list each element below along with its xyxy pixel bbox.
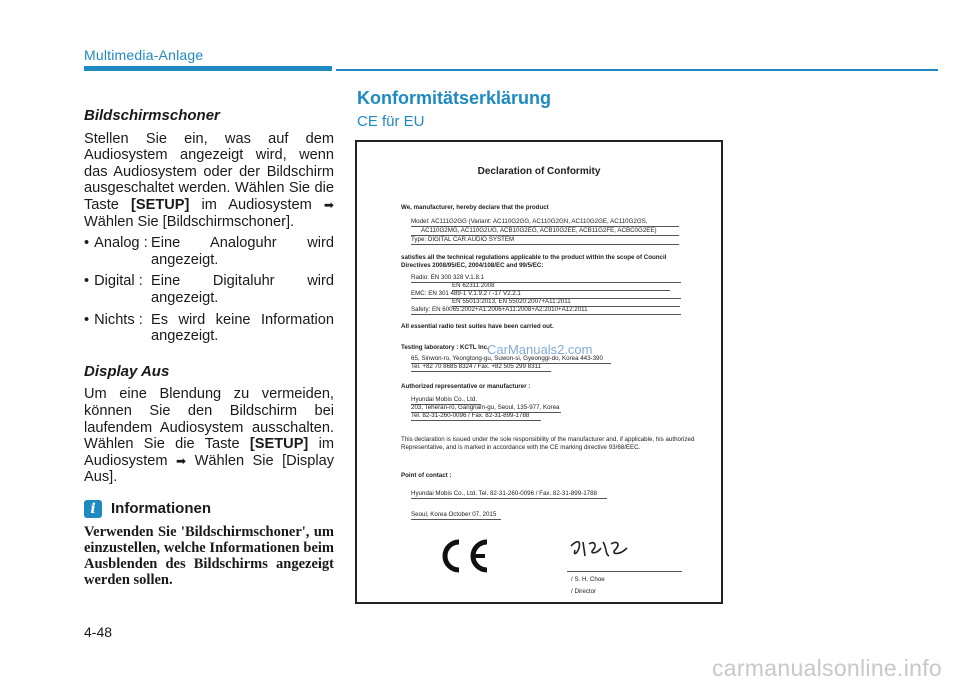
display-off-text-b: im Audiosystem — [84, 436, 334, 469]
screensaver-intro-b: im Audiosystem — [201, 196, 312, 213]
doc-radio: Radio: EN 300 328 V.1.8.1 — [411, 274, 485, 281]
signature-icon — [567, 534, 631, 562]
doc-lab-tel: Tel. +82 70 8685 8324 / Fax. +82 505 299 8311 — [411, 363, 541, 370]
setup-key-label: [SETUP] — [131, 196, 190, 213]
setup-key-label: [SETUP] — [249, 436, 309, 453]
option-desc: Eine Analoguhr wird angezeigt. — [151, 235, 334, 268]
declaration-document-image — [355, 140, 723, 604]
doc-lab: Testing laboratory : KCTL Inc. — [401, 344, 489, 351]
doc-model-line-2: AC110G2MG, AC110G2UG, ACB10G2EG, ACB10G2EE, ACB11G2FE, ACBC0G2EE) — [421, 227, 657, 234]
doc-rep-name: Hyundai Mobis Co., Ltd. — [411, 396, 478, 403]
display-off-text-c: Wählen Sie [Display Aus]. — [84, 452, 335, 486]
option-term: • Nichts : — [84, 312, 151, 345]
doc-manufacturer: We, manufacturer, hereby declare that the product — [401, 204, 549, 211]
doc-contact-line: Hyundai Mobis Co., Ltd. Tel. 82-31-260-0096 / Fax. 82-31-899-1788 — [411, 490, 597, 497]
list-item — [84, 235, 334, 268]
left-column — [84, 108, 334, 588]
arrow-right-icon: ➡ — [176, 453, 187, 468]
doc-title: Declaration of Conformity — [477, 166, 601, 177]
header-rule-thin — [336, 69, 938, 71]
conformity-title: Konformitätserklärung — [357, 88, 552, 108]
doc-radio-tests: All essential radio test suites have been carried out. — [401, 323, 554, 330]
screensaver-intro — [84, 131, 334, 231]
doc-model-line-1: Model: AC111G2GG (Variant: AC110G2GG, AC110G2GN, AC110G2GE, AC110G2GS, — [411, 218, 648, 225]
doc-signer: / S. H. Choe — [571, 576, 605, 583]
doc-rep-address: 203, Teheran-ro, Gangnam-gu, Seoul, 135-977, Korea — [411, 404, 560, 411]
doc-representative: Authorized representative or manufacturer : — [401, 383, 531, 390]
declaration-document — [357, 142, 721, 602]
doc-satisfies-1: satisfies all the technical regulations applicable to the product within the scope of Council — [401, 254, 667, 261]
doc-responsibility-1: This declaration is issued under the sole responsibility of the manufacturer and, if applicable, his authorized — [401, 436, 695, 443]
section-header-title: Multimedia-Anlage — [84, 47, 204, 63]
screensaver-intro-c: Wählen Sie [Bildschirmschoner]. — [84, 213, 295, 230]
page-number: 4-48 — [84, 624, 113, 640]
screensaver-heading: Bildschirmschoner — [84, 107, 220, 124]
conformity-subtitle: CE für EU — [357, 113, 425, 130]
option-term: • Digital : — [84, 273, 151, 306]
doc-emc: EMC: EN 301 489-1 V.1.9.2 / -17 V2.2.1 — [411, 290, 521, 297]
screensaver-options — [84, 235, 334, 345]
header-rule-thick — [84, 66, 332, 71]
doc-place-date: Seoul, Korea October 07, 2015 — [411, 511, 497, 518]
doc-contact: Point of contact : — [401, 472, 452, 479]
doc-radio-2: EN 62311:2008 — [452, 282, 495, 289]
doc-safety: Safety: EN 60065:2002+A1:2006+A11:2008+A2:2010+A12:2011 — [411, 306, 588, 313]
ce-mark-icon — [435, 538, 491, 574]
info-box-header — [84, 500, 334, 518]
display-off-text — [84, 386, 334, 486]
info-icon: i — [84, 500, 102, 518]
arrow-right-icon: ➡ — [323, 197, 334, 212]
doc-type: Type: DIGITAL CAR AUDIO SYSTEM — [411, 236, 515, 243]
info-title: Informationen — [111, 499, 211, 517]
doc-responsibility-2: Representative, and is marked in accordance with the CE marking directive 93/68/EEC. — [401, 444, 641, 451]
display-off-text-a: Um eine Blendung zu vermeiden, können Sie den Bildschirm bei laufendem Audiosystem ausschalten. Wählen Sie die Taste — [84, 386, 334, 453]
doc-rep-tel: Tel. 82-31-260-0096 / Fax. 82-31-899-1788 — [411, 412, 530, 419]
info-text: Verwenden Sie 'Bildschirmschoner', um einzustellen, welche Informationen beim Ausblenden des Bildschirms angezeigt werden sollen. — [84, 523, 334, 588]
doc-signer-role: / Director — [571, 588, 597, 595]
display-off-heading: Display Aus — [84, 362, 170, 380]
option-desc: Eine Digitaluhr wird angezeigt. — [151, 273, 334, 306]
doc-lab-address: 65, Sinwon-ro, Yeongtong-gu, Suwon-si, Gyeonggi-do, Korea 443-390 — [411, 355, 603, 362]
option-term: • Analog : — [84, 235, 151, 268]
list-item — [84, 312, 334, 345]
footer-watermark: carmanualsonline.info — [711, 655, 942, 681]
screensaver-intro-a: Stellen Sie ein, was auf dem Audiosystem angezeigt wird, wenn das Audiosystem oder der Bildschirm ausgeschaltet werden. Wählen Sie die Taste — [84, 130, 334, 213]
option-desc: Es wird keine Information angezeigt. — [151, 311, 334, 345]
doc-satisfies-2: Directives 2008/95/EC, 2004/108/EC and 99/5/EC: — [401, 262, 544, 269]
doc-emc-2: EN 55013:2013, EN 55020:2007+A11:2011 — [452, 298, 571, 305]
list-item — [84, 273, 334, 306]
doc-watermark: CarManuals2.com — [487, 342, 593, 357]
